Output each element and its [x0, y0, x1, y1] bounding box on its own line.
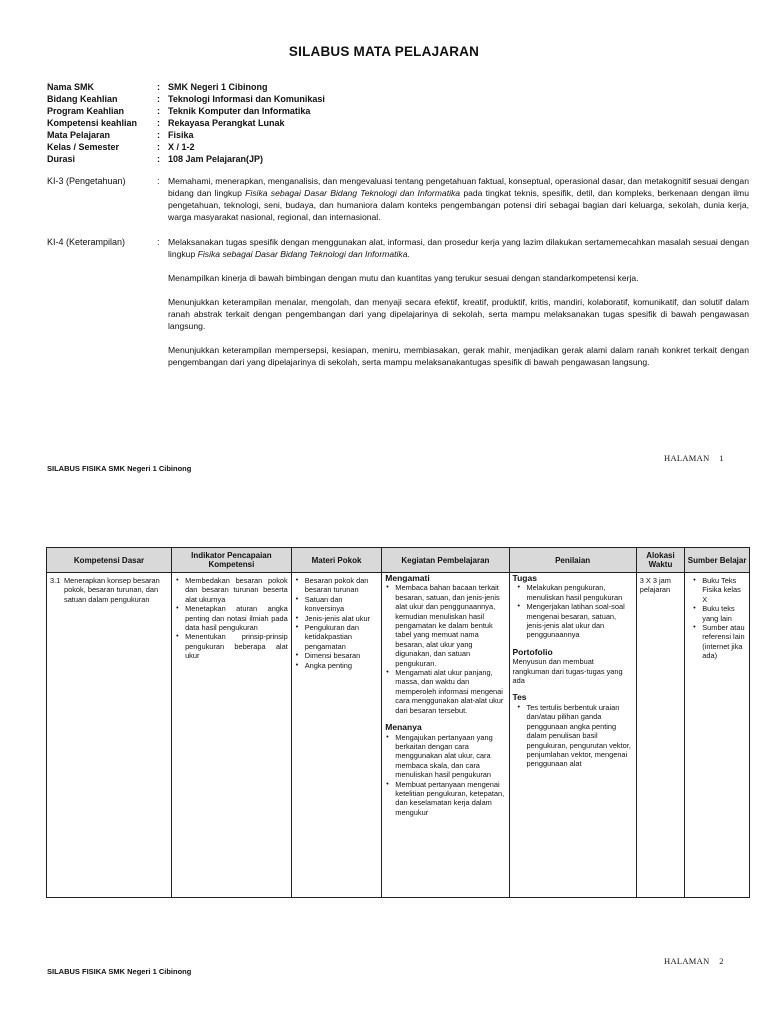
identity-value: Rekayasa Perangkat Lunak — [168, 118, 285, 128]
header-materi-pokok: Materi Pokok — [291, 548, 382, 573]
menanya-list — [385, 733, 505, 818]
identity-colon: : — [157, 142, 160, 152]
cell-penilaian — [509, 573, 636, 898]
ki3-colon: : — [157, 176, 160, 186]
page-footer-1: SILABUS FISIKA SMK Negeri 1 Cibinong — [47, 464, 192, 473]
cell-materi-pokok — [291, 573, 382, 898]
page-footer-2: SILABUS FISIKA SMK Negeri 1 Cibinong — [47, 967, 192, 976]
ki4-label: KI-4 (Keterampilan) — [47, 237, 126, 247]
identity-value: SMK Negeri 1 Cibinong — [168, 82, 268, 92]
ki4-paragraph-3: Menunjukkan keterampilan menalar, mengolah, dan menyaji secara efektif, kreatif, produktif, kritis, mandiri, kolaboratif, komunikatif, dan solutif dalam ranah abstrak terkait dengan pengembangan dari yang dipelajarinya di sekolah, serta mampu melaksanakan tugas spesifik di bawah pengawasan langsung. — [168, 297, 749, 332]
cell-alokasi-waktu: 3 X 3 jam pelajaran — [636, 573, 685, 898]
list-item: • Sumber atau referensi lain (internet jika ada) — [702, 623, 746, 661]
portofolio-title: Portofolio — [512, 646, 553, 657]
menanya-title: Menanya — [385, 722, 422, 733]
tugas-title: Tugas — [512, 573, 537, 583]
syllabus-table — [46, 547, 750, 898]
header-sumber-belajar: Sumber Belajar — [685, 548, 750, 573]
header-kompetensi-dasar: Kompetensi Dasar — [47, 548, 172, 573]
list-item: • Membuat pertanyaan mengenai ketelitian pengukuran, ketepatan, dan keselamatan kerja dalam mengukur — [395, 780, 505, 818]
identity-key: Kompetensi keahlian — [47, 118, 138, 128]
identity-colon: : — [157, 118, 160, 128]
cell-indikator — [172, 573, 292, 898]
list-item: • Satuan dan konversinya — [305, 595, 379, 614]
indikator-list — [175, 576, 288, 661]
list-item: • Mengerjakan latihan soal-soal mengenai besaran, satuan, jenis-jenis alat ukur dan penggunaannya — [527, 602, 633, 640]
mengamati-title: Mengamati — [385, 573, 430, 583]
kd-text: Menerapkan konsep besaran pokok, besaran turunan, dan satuan dalam pengukuran — [64, 576, 160, 604]
table-header-row — [47, 548, 750, 573]
list-item: • Membaca bahan bacaan terkait besaran, satuan, dan jenis-jenis alat ukur dan penggunaannya, kemudian menuliskan hasil pengamatan ke dalam bentuk tabel yang memuat nama besaran, alat ukur yang digunakan, dan satuan pengukuran. — [395, 583, 505, 668]
header-indikator: Indikator Pencapaian Kompetensi — [172, 548, 292, 573]
list-item: • Dimensi besaran — [305, 651, 379, 660]
list-item: • Membedakan besaran pokok dan besaran turunan beserta alat ukurnya — [185, 576, 288, 604]
identity-value: Fisika — [168, 130, 194, 140]
portofolio-text: Menyusun dan membuat rangkuman dari tugas-tugas yang ada — [512, 657, 623, 686]
sumber-list — [688, 576, 746, 661]
ki3-label: KI-3 (Pengetahuan) — [47, 176, 126, 186]
tes-title: Tes — [512, 692, 527, 703]
header-kegiatan: Kegiatan Pembelajaran — [382, 548, 509, 573]
list-item: • Buku Teks Fisika kelas X — [702, 576, 746, 604]
header-alokasi-waktu: Alokasi Waktu — [636, 548, 685, 573]
ki3-paragraph — [168, 175, 749, 223]
page-number-1 — [664, 453, 724, 463]
header-penilaian: Penilaian — [509, 548, 636, 573]
ki3-text-end: pada tingkat teknis, spesifik, detil, dan kompleks, berkenaan dengan ilmu pengetahuan, teknologi, seni, budaya, dan humaniora dalam konteks pengembangan potensi diri sebagai bagian dari keluarga, sekolah, dunia kerja, warga masyarakat nasional, regional, dan internasional. — [168, 188, 749, 223]
identity-colon: : — [157, 154, 160, 164]
ki4-paragraph-1 — [168, 236, 749, 260]
tes-list — [513, 703, 633, 769]
ki3-emphasis: Fisika sebagai Dasar Bidang Teknologi dan Informatika — [245, 188, 461, 199]
halaman-label: HALAMAN — [664, 453, 710, 463]
identity-colon: : — [157, 94, 160, 104]
identity-value: Teknik Komputer dan Informatika — [168, 106, 311, 116]
ki4-paragraph-4: Menunjukkan keterampilan mempersepsi, kesiapan, meniru, membiasakan, gerak mahir, menjadikan gerak alami dalam ranah konkret terkait dengan pengembangan dari yang dipelajarinya di sekolah, serta mampu melaksanakantugas spesifik di bawah pengawasan langsung. — [168, 345, 749, 368]
identity-value: 108 Jam Pelajaran(JP) — [168, 154, 264, 164]
cell-kompetensi-dasar — [47, 573, 172, 898]
list-item: • Pengukuran dan ketidakpastian pengamatan — [305, 623, 379, 651]
list-item: • Melakukan pengukuran, menuliskan hasil pengukuran — [527, 583, 633, 602]
halaman-number: 1 — [719, 453, 724, 463]
identity-key: Program Keahlian — [47, 106, 125, 116]
list-item: • Buku teks yang lain — [702, 604, 746, 623]
list-item: • Angka penting — [305, 661, 379, 670]
identity-colon: : — [157, 82, 160, 92]
identity-key: Durasi — [47, 154, 76, 164]
cell-sumber-belajar — [685, 573, 750, 898]
ki4-colon: : — [157, 237, 160, 247]
mengamati-list — [385, 583, 505, 715]
identity-key: Mata Pelajaran — [47, 130, 111, 140]
table-row — [47, 573, 750, 898]
ki4-p1-text: Melaksanakan tugas spesifik dengan menggunakan alat, informasi, dan prosedur kerja yang lazim dilakukan sertamemecahkan masalah sesuai dengan lingkup — [168, 237, 749, 260]
kd-item — [50, 576, 168, 604]
identity-key: Bidang Keahlian — [47, 94, 118, 104]
list-item: • Jenis-jenis alat ukur — [305, 614, 379, 623]
identity-key: Nama SMK — [47, 82, 95, 92]
identity-key: Kelas / Semester — [47, 142, 120, 152]
page-number-2 — [664, 956, 724, 966]
identity-colon: : — [157, 130, 160, 140]
halaman-number: 2 — [719, 956, 724, 966]
ki3-text: Memahami, menerapkan, menganalisis, dan mengevaluasi tentang pengetahuan faktual, konseptual, operasional dasar, dan metakognitif sesuai dengan bidang dan lingkup — [168, 176, 749, 199]
list-item: • Besaran pokok dan besaran turunan — [305, 576, 379, 595]
ki4-p1-emphasis: Fisika sebagai Dasar Bidang Teknologi dan Informatika. — [197, 249, 410, 260]
document-title: SILABUS MATA PELAJARAN — [288, 44, 480, 59]
halaman-label: HALAMAN — [664, 956, 710, 966]
list-item: • Mengamati alat ukur panjang, massa, dan waktu dan memperoleh informasi mengenai cara menggunakan alat-alat ukur dari besaran tersebut. — [395, 668, 505, 715]
list-item: • Menentukan prinsip-prinsip pengukuran beberapa alat ukur — [185, 632, 288, 660]
identity-value: X / 1-2 — [168, 142, 195, 152]
materi-list — [295, 576, 379, 670]
list-item: • Tes tertulis berbentuk uraian dan/atau pilihan ganda penggunaan angka penting dalam penulisan basil pengukuran, pengurutan vektor, penjumlahan vektor, mengenai penggunaan alat — [527, 703, 633, 769]
tugas-list — [513, 583, 633, 639]
cell-kegiatan — [382, 573, 509, 898]
list-item: • Mengajukan pertanyaan yang berkaitan dengan cara menggunakan alat ukur, cara membaca skala, dan cara menuliskan hasil pengukuran — [395, 733, 505, 780]
identity-colon: : — [157, 106, 160, 116]
list-item: • Menetapkan aturan angka penting dan notasi ilmiah pada data hasil pengukuran — [185, 604, 288, 632]
kd-number: 3.1 — [50, 576, 61, 585]
ki4-paragraph-2: Menampilkan kinerja di bawah bimbingan dengan mutu dan kuantitas yang terukur sesuai dengan standarkompetensi kerja. — [168, 273, 639, 283]
identity-value: Teknologi Informasi dan Komunikasi — [168, 94, 325, 104]
